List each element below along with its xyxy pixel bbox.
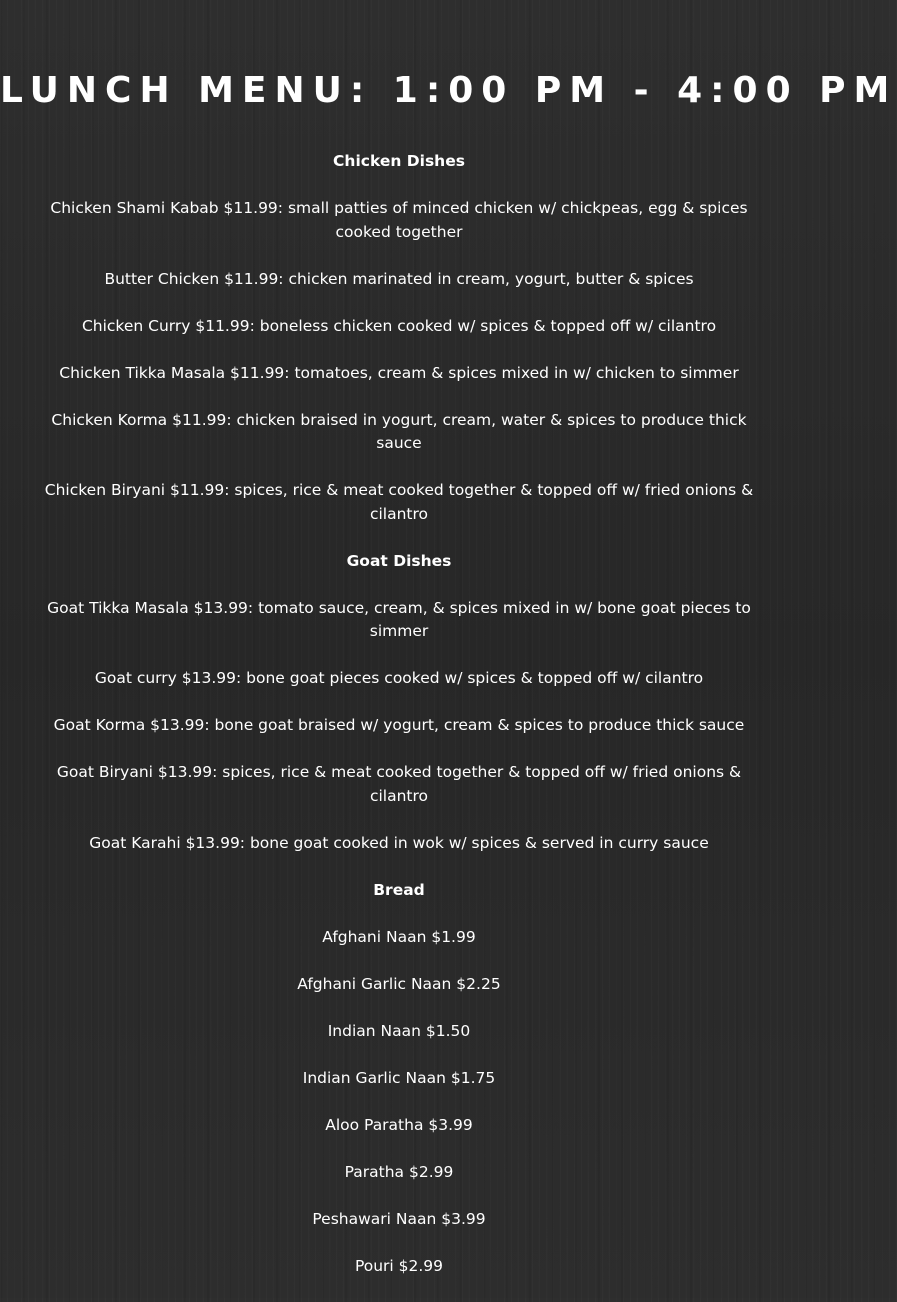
menu-item: Goat Karahi $13.99: bone goat cooked in wok w/ spices & served in curry sauce xyxy=(89,833,709,852)
menu-item: Chicken Shami Kabab $11.99: small patties of minced chicken w/ chickpeas, egg & spices cooked together xyxy=(50,199,748,241)
menu-item: Pouri $2.99 xyxy=(354,1256,444,1275)
menu-item: Goat Korma $13.99: bone goat braised w/ yogurt, cream & spices to produce thick sauce xyxy=(53,716,745,734)
bread-section xyxy=(28,879,770,1279)
section-heading-chicken: Chicken Dishes xyxy=(333,152,465,170)
menu-item: Afghani Naan $1.99 xyxy=(322,927,476,946)
menu-item: Chicken Tikka Masala $11.99: tomatoes, cream & spices mixed in w/ chicken to simmer xyxy=(59,363,739,382)
menu-content xyxy=(28,150,770,1302)
menu-item: Goat Biryani $13.99: spices, rice & meat cooked together & topped off w/ fried onions & cilantro xyxy=(56,763,742,805)
menu-item: Butter Chicken $11.99: chicken marinated in cream, yogurt, butter & spices xyxy=(104,269,694,288)
goat-section xyxy=(28,550,770,856)
menu-item: Indian Naan $1.50 xyxy=(327,1021,471,1040)
menu-item: Aloo Paratha $3.99 xyxy=(325,1115,473,1134)
menu-item: Chicken Korma $11.99: chicken braised in yogurt, cream, water & spices to produce thick sauce xyxy=(51,410,747,452)
chicken-section xyxy=(28,150,770,526)
section-heading-bread: Bread xyxy=(373,880,425,899)
menu-title: LUNCH MENU: 1:00 PM - 4:00 PM xyxy=(0,70,897,111)
menu-item: Indian Garlic Naan $1.75 xyxy=(302,1068,496,1087)
menu-item: Goat Tikka Masala $13.99: tomato sauce, cream, & spices mixed in w/ bone goat pieces to simmer xyxy=(47,598,751,640)
menu-item: Afghani Garlic Naan $2.25 xyxy=(297,974,501,993)
menu-item: Peshawari Naan $3.99 xyxy=(312,1209,486,1228)
menu-item: Chicken Curry $11.99: boneless chicken cooked w/ spices & topped off w/ cilantro xyxy=(81,316,717,335)
menu-item: Chicken Biryani $11.99: spices, rice & meat cooked together & topped off w/ fried onions & cilantro xyxy=(44,481,754,523)
section-heading-goat: Goat Dishes xyxy=(346,551,452,570)
menu-item: Paratha $2.99 xyxy=(344,1162,454,1181)
menu-item: Goat curry $13.99: bone goat pieces cooked w/ spices & topped off w/ cilantro xyxy=(94,669,704,687)
